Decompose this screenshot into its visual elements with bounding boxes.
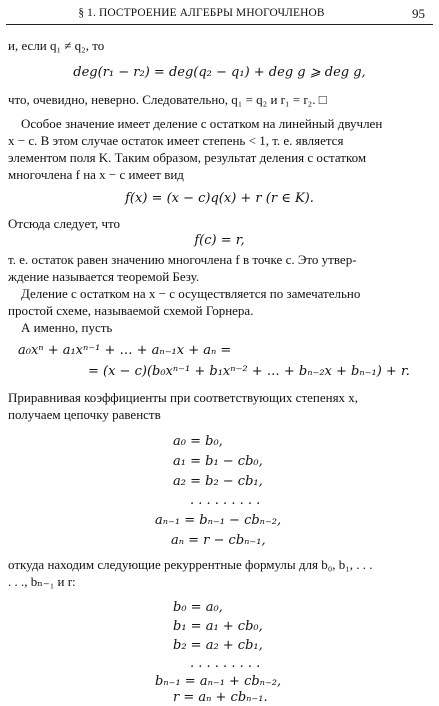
chain-row: aₙ₋₁ = bₙ₋₁ − cbₙ₋₂, [155,513,282,528]
text-line: откуда находим следующие рекуррентные формулы для b₀, b₁, . . . [8,557,373,572]
chain-row: a₂ = b₂ − cb₁, [173,474,263,489]
chain-row: . . . . . . . . . [190,493,261,508]
text-line: простой схеме, называемой схемой Горнера. [8,303,254,318]
text-line: Деление с остатком на x − c осуществляется по замечательно [21,286,361,301]
text-line: многочлена f на x − c имеет вид [8,167,184,182]
text-line: . . ., bₙ₋₁ и r: [8,574,76,589]
text-line: элементом поля K. Таким образом, результат деления с остатком [8,150,367,165]
chain-row: r = aₙ + cbₙ₋₁. [173,690,268,705]
text-line: что, очевидно, неверно. Следовательно, q₁ = q₂ и r₁ = r₂. □ [8,92,327,107]
text-line: т. е. остаток равен значению многочлена f в точке c. Это утвер- [8,252,357,267]
chain-row: b₂ = a₂ + cb₁, [173,638,263,653]
equation: a₀xⁿ + a₁xⁿ⁻¹ + … + aₙ₋₁x + aₙ = [18,343,232,358]
text-line: А именно, пусть [21,320,113,335]
text-line: Особое значение имеет деление с остатком на линейный двучлен [21,116,383,131]
text-line: x − c. В этом случае остаток имеет степень < 1, т. е. является [8,133,344,148]
text-line: Отсюда следует, что [8,216,121,231]
text-line: и, если q₁ ≠ q₂, то [8,38,105,53]
page-number: 95 [412,6,425,21]
chain-row: b₀ = a₀, [173,600,223,615]
chain-row: a₀ = b₀, [173,434,223,449]
text-line: ждение называется теоремой Безу. [8,269,200,284]
text-line: Приравнивая коэффициенты при соответствующих степенях x, [8,390,359,405]
equation: f(c) = r, [194,233,245,248]
equation: = (x − c)(b₀xⁿ⁻¹ + b₁xⁿ⁻² + … + bₙ₋₂x + bₙ₋₁) + r. [88,364,410,379]
equation: f(x) = (x − c)q(x) + r (r ∈ K). [125,191,314,206]
chain-row: bₙ₋₁ = aₙ₋₁ + cbₙ₋₂, [155,674,282,689]
running-header [6,2,433,25]
chain-row: b₁ = a₁ + cb₀, [173,619,263,634]
equation: deg(r₁ − r₂) = deg(q₂ − q₁) + deg g ⩾ deg g, [73,65,366,80]
section-title: § 1. ПОСТРОЕНИЕ АЛГЕБРЫ МНОГОЧЛЕНОВ [78,7,325,19]
chain-row: aₙ = r − cbₙ₋₁, [171,533,266,548]
text-line: получаем цепочку равенств [8,407,161,422]
chain-row: a₁ = b₁ − cb₀, [173,454,263,469]
chain-row: . . . . . . . . . [190,656,261,671]
